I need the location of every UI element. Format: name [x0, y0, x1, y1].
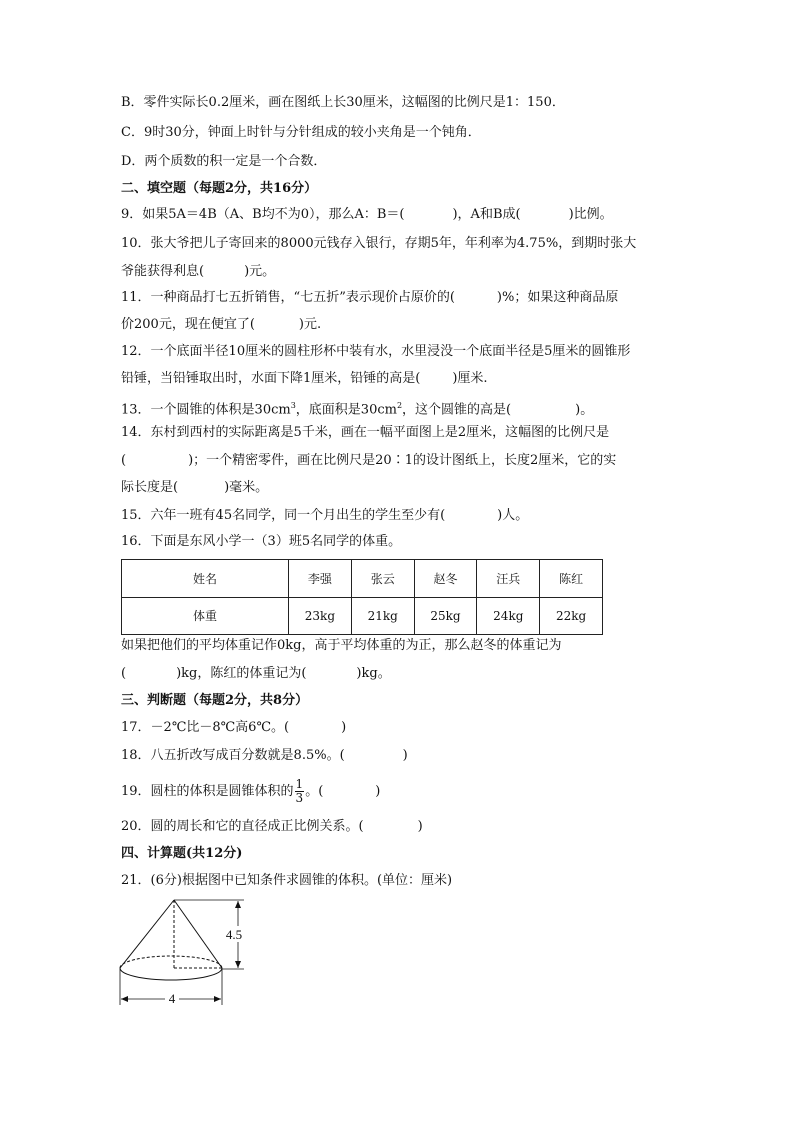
- height-label: 4.5: [225, 927, 243, 942]
- weight-table: [121, 559, 603, 635]
- table-cell: 张云: [351, 560, 414, 598]
- cone-figure: [110, 893, 260, 1013]
- question-17: 17．－2℃比－8℃高6℃。( ): [121, 720, 347, 735]
- table-cell: 21kg: [351, 597, 414, 635]
- question-21: 21．(6分)根据图中已知条件求圆锥的体积。(单位：厘米): [121, 873, 453, 888]
- table-cell: 赵冬: [414, 560, 477, 598]
- question-19: 19．圆柱的体积是圆锥体积的 $\frac{1}{3}$ 。( ): [121, 777, 381, 805]
- question-10-line1: 10．张大爷把儿子寄回来的8000元钱存入银行，存期5年，年利率为4.75%，到期时张大: [121, 236, 637, 251]
- table-cell: 23kg: [289, 597, 352, 635]
- table-cell: 汪兵: [477, 560, 540, 598]
- question-14-line1: 14．东村到西村的实际距离是5千米，画在一幅平面图上是2厘米，这幅图的比例尺是: [121, 425, 610, 440]
- question-14-line3: 际长度是( )毫米。: [121, 480, 269, 495]
- table-row: [122, 560, 603, 598]
- question-12-line2: 铅锤，当铅锤取出时，水面下降1厘米，铅锤的高是( )厘米.: [121, 371, 488, 386]
- question-16-line1: 如果把他们的平均体重记作0kg，高于平均体重的为正，那么赵冬的体重记为: [121, 638, 562, 653]
- table-header-weight: 体重: [122, 597, 289, 635]
- section-fill-title: 二、填空题（每题2分，共16分）: [121, 181, 318, 196]
- question-15: 15．六年一班有45名同学，同一个月出生的学生至少有( )人。: [121, 508, 529, 523]
- section-calc-title: 四、计算题(共12分): [121, 846, 243, 861]
- table-cell: 陈红: [540, 560, 603, 598]
- diameter-label: 4: [168, 991, 176, 1006]
- question-13: 13．一个圆锥的体积是$30cm^3$，底面积是$30cm^2$，这个圆锥的高是( )。: [121, 401, 594, 418]
- question-9: 9．如果5A＝4B（A、B均不为0），那么A：B＝( )，A和B成( )比例。: [121, 207, 613, 222]
- question-18: 18．八五折改写成百分数就是8.5%。( ): [121, 748, 408, 763]
- cone-base-front: [120, 968, 222, 980]
- question-14-line2: ( )；一个精密零件，画在比例尺是20∶1的设计图纸上，长度2厘米，它的实: [121, 453, 617, 468]
- option-d: D．两个质数的积一定是一个合数．: [121, 154, 327, 169]
- cone-base-back: [120, 956, 222, 968]
- arrow-up-icon: [235, 901, 241, 908]
- question-11-line2: 价200元，现在便宜了( )元.: [121, 317, 322, 332]
- option-b: B．零件实际长0.2厘米，画在图纸上长30厘米，这幅图的比例尺是1：150．: [121, 95, 565, 110]
- question-16-line2: ( )kg，陈红的体重记为( )kg。: [121, 666, 391, 681]
- arrow-down-icon: [235, 961, 241, 968]
- table-row: [122, 597, 603, 635]
- question-10-line2: 爷能获得利息( )元。: [121, 264, 276, 279]
- table-cell: 李强: [289, 560, 352, 598]
- question-16-intro: 16．下面是东风小学一（3）班5名同学的体重。: [121, 534, 402, 549]
- table-header-name: 姓名: [122, 560, 289, 598]
- table-cell: 24kg: [477, 597, 540, 635]
- option-c: C．9时30分，钟面上时针与分针组成的较小夹角是一个钝角．: [121, 125, 481, 140]
- question-20: 20．圆的周长和它的直径成正比例关系。( ): [121, 819, 423, 834]
- arrow-left-icon: [121, 996, 128, 1002]
- arrow-right-icon: [214, 996, 221, 1002]
- table-cell: 25kg: [414, 597, 477, 635]
- question-11-line1: 11．一种商品打七五折销售，“七五折”表示现价占原价的( )%；如果这种商品原: [121, 290, 619, 305]
- section-judge-title: 三、判断题（每题2分，共8分）: [121, 693, 309, 708]
- question-12-line1: 12．一个底面半径10厘米的圆柱形杯中装有水，水里浸没一个底面半径是5厘米的圆锥形: [121, 344, 631, 359]
- fraction-one-third: $\frac{1}{3}$: [295, 777, 304, 805]
- table-cell: 22kg: [540, 597, 603, 635]
